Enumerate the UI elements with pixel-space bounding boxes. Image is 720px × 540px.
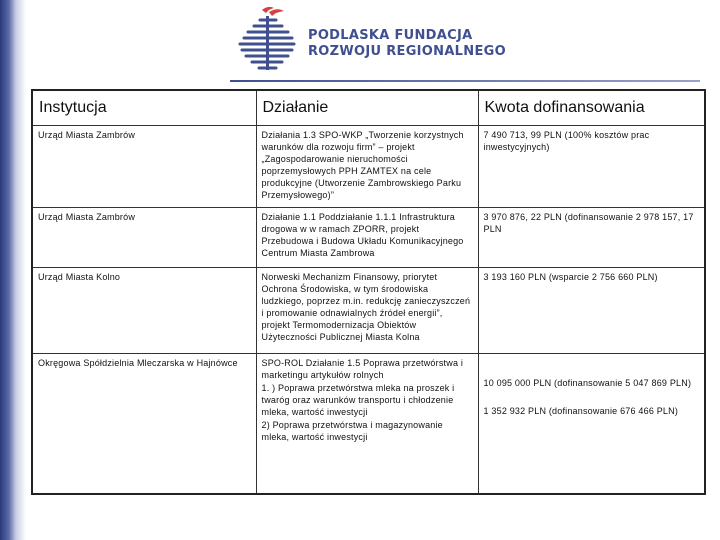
cell-institution: Urząd Miasta Zambrów [32,126,256,208]
logo-line-1: PODLASKA FUNDACJA [308,28,473,43]
cell-action: Działania 1.3 SPO-WKP „Tworzenie korzystnych warunków dla rozwoju firm” – projekt „Zagospodarowanie nieruchomości poprzemysłowych PPH ZAMTEX na cele produkcyjne (Utworzenie Zambrowskiego Parku Przemysłowego)” [256,126,478,208]
side-decor-bar [0,0,16,540]
header-institution: Instytucja [32,90,256,126]
table-row [32,126,705,208]
cell-amount: 3 193 160 PLN (wsparcie 2 756 660 PLN) [478,268,705,354]
amount-part: 10 095 000 PLN (dofinansowanie 5 047 869 PLN) [483,378,692,388]
table-row [32,268,705,354]
action-part: 1. ) Poprawa przetwórstwa mleka na proszek i twaróg oraz warunków transportu i chłodzenie mleka, wartość inwestycji [261,383,455,417]
table-header-row [32,90,705,126]
header-rule [230,80,700,82]
logo [232,4,512,76]
cell-action: Norweski Mechanizm Finansowy, priorytet Ochrona Środowiska, w tym środowiska ludzkiego, poprzez m.in. redukcję zanieczyszczeń i promowanie odnawialnych źródeł energii”, projekt Termomodernizacja Obiektów Użyteczności Publicznej Miasta Kolna [256,268,478,354]
amount-part: 1 352 932 PLN (dofinansowanie 676 466 PLN) [483,406,679,416]
cell-institution: Urząd Miasta Zambrów [32,208,256,268]
funding-table [31,89,706,495]
action-part: 2) Poprawa przetwórstwa i magazynowanie mleka, wartość inwestycji [261,420,443,442]
table-row [32,354,705,495]
table-row [32,208,705,268]
side-decor-shade [16,0,26,540]
cell-action: Działanie 1.1 Poddziałanie 1.1.1 Infrastruktura drogowa w w ramach ZPORR, projekt Przebudowa i Budowa Układu Komunikacyjnego Centrum Miasta Zambrowa [256,208,478,268]
cell-amount: 7 490 713, 99 PLN (100% kosztów prac inwestycyjnych) [478,126,705,208]
cell-amount [478,354,705,495]
cell-institution: Urząd Miasta Kolno [32,268,256,354]
cell-action [256,354,478,495]
header-amount: Kwota dofinansowania [478,90,705,126]
action-part: SPO-ROL Działanie 1.5 Poprawa przetwórstwa i marketingu artykułów rolnych [261,358,464,380]
cell-amount: 3 970 876, 22 PLN (dofinansowanie 2 978 157, 17 PLN [478,208,705,268]
cell-institution: Okręgowa Spółdzielnia Mleczarska w Hajnówce [32,354,256,495]
header-action: Działanie [256,90,478,126]
logo-line-2: ROZWOJU REGIONALNEGO [308,44,506,59]
foundation-logo-icon [232,4,298,76]
